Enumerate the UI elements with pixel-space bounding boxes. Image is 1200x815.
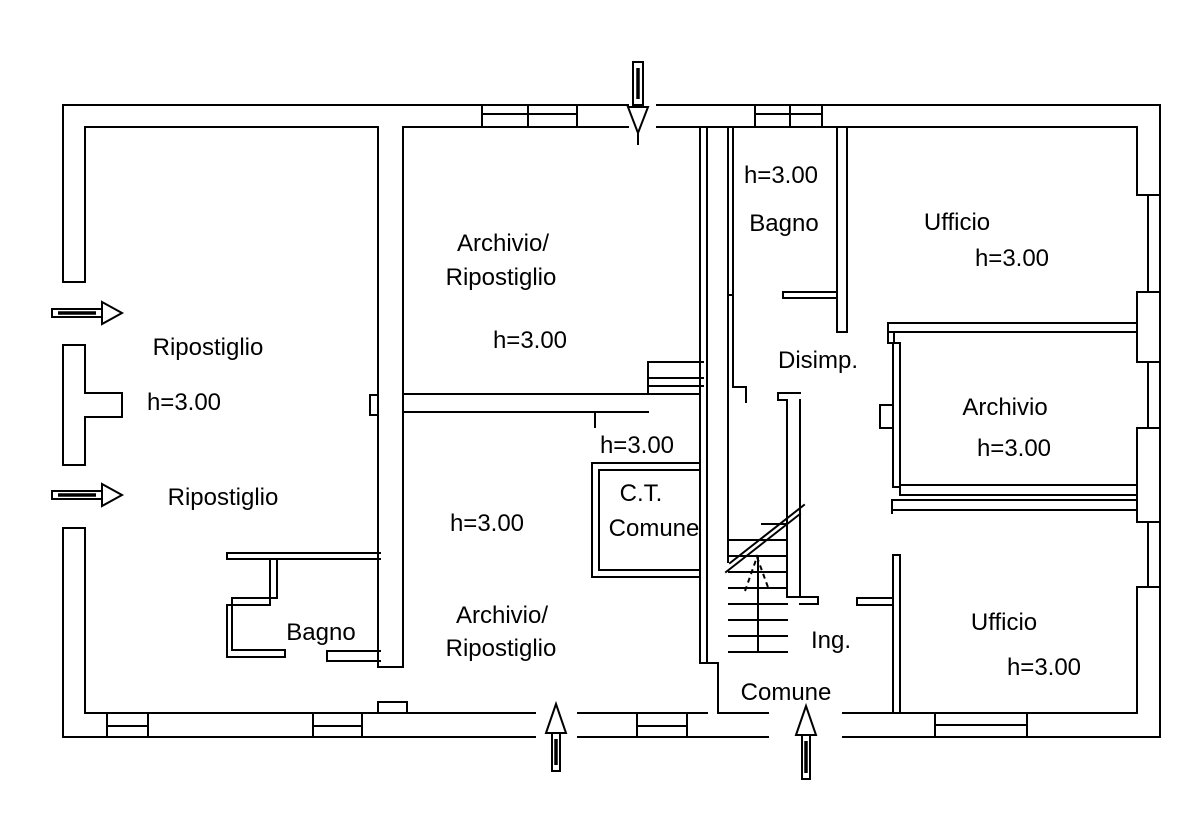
- label-ufficio-lower: Ufficio: [970, 609, 1038, 636]
- window-top-left: [482, 105, 577, 127]
- label-ripostiglio-lower: Ripostiglio: [167, 484, 279, 511]
- wall-vertical-main-left: [370, 127, 407, 713]
- label-ripostiglio-upper: Ripostiglio: [152, 334, 264, 361]
- window-bottom-3: [637, 713, 687, 737]
- entrance-arrow-west-2: [52, 484, 122, 506]
- label-archivio-right: Archivio: [962, 394, 1048, 421]
- label-disimpegno: Disimp.: [777, 347, 859, 374]
- label-bagno-upper-height: h=3.00: [743, 162, 819, 189]
- ufficio-lower-left-wall: [857, 555, 900, 713]
- entrance-arrow-west-1: [52, 302, 122, 324]
- label-archivio-upper-line2: Ripostiglio: [445, 264, 557, 291]
- label-ufficio-lower-height: h=3.00: [1006, 654, 1082, 681]
- window-right-2: [1137, 362, 1160, 428]
- window-top-right: [755, 105, 822, 127]
- entrance-arrow-south-left: [546, 704, 566, 771]
- label-bagno-upper: Bagno: [749, 210, 819, 237]
- entrance-arrow-north: [628, 62, 648, 144]
- bagno-upper-bottom-wall: [783, 292, 837, 298]
- window-right-1: [1137, 195, 1160, 292]
- label-ripostiglio-upper-height: h=3.00: [146, 389, 222, 416]
- chimney-flue: [648, 362, 703, 394]
- label-ufficio-upper-height: h=3.00: [974, 245, 1050, 272]
- stair-run-line: [726, 505, 804, 572]
- label-ct-line1: C.T.: [619, 480, 663, 507]
- label-archivio-upper-height: h=3.00: [492, 327, 568, 354]
- entrance-arrow-south-main: [796, 706, 816, 779]
- room-labels: [147, 162, 1081, 706]
- label-archivio-upper-line1: Archivio/: [456, 230, 550, 257]
- label-bagno-lower-left: Bagno: [286, 619, 356, 646]
- label-ingresso-line2: Comune: [740, 679, 832, 706]
- label-archivio-right-height: h=3.00: [976, 435, 1052, 462]
- wall-horizontal-middle: [403, 394, 648, 412]
- window-bottom-2: [313, 713, 362, 737]
- window-bottom-4: [935, 713, 1027, 737]
- archivio-bottom-wall: [900, 485, 1137, 495]
- label-ct-height: h=3.00: [599, 432, 675, 459]
- stair-treads: [729, 524, 787, 652]
- archivio-left-wall: [880, 343, 900, 487]
- label-ufficio-upper: Ufficio: [923, 209, 991, 236]
- ufficio-upper-bottom-wall: [888, 323, 1137, 343]
- bagno-ufficio-divider: [837, 127, 847, 332]
- window-bottom-1: [107, 713, 148, 737]
- center-wall-west: [700, 127, 718, 713]
- window-right-3: [1137, 522, 1160, 587]
- label-ct-line2: Comune: [608, 515, 700, 542]
- stair-wall-left: [728, 127, 746, 562]
- stairwell: [726, 127, 818, 652]
- ufficio-lower-top-wall: [892, 500, 1137, 513]
- label-ingresso-line1: Ing.: [810, 627, 852, 654]
- windows: [107, 105, 1160, 737]
- label-archivio-lower-line1: Archivio/: [455, 602, 549, 629]
- label-archivio-lower-line2: Ripostiglio: [445, 635, 557, 662]
- label-archivio-lower-height: h=3.00: [449, 510, 525, 537]
